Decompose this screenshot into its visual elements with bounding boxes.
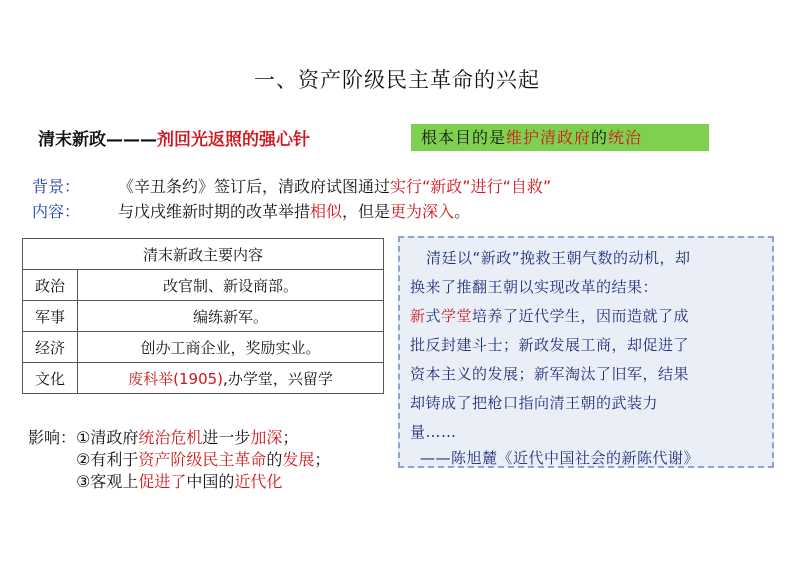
quote-line: 却铸成了把枪口指向清王朝的武装力 xyxy=(410,394,659,412)
quote-text: 式 xyxy=(425,307,442,325)
background-text xyxy=(118,174,551,197)
table-value: 编练新军。 xyxy=(78,301,384,332)
table-value xyxy=(78,363,384,394)
impact-section xyxy=(28,427,330,493)
table-row xyxy=(23,363,384,394)
table-row xyxy=(23,332,384,363)
impact-red: 发展 xyxy=(282,450,315,469)
impact-text: ①清政府 xyxy=(76,428,139,447)
page-title: 一、资产阶级民主革命的兴起 xyxy=(254,68,540,92)
impact-item-2 xyxy=(28,449,330,471)
impact-text: 的 xyxy=(266,450,283,469)
content-highlight-2: 更为深入 xyxy=(390,202,455,221)
background-line xyxy=(0,174,794,196)
content-suffix: 。 xyxy=(454,202,471,221)
impact-text: 中国的 xyxy=(186,472,235,491)
quote-red: 学堂 xyxy=(441,307,473,325)
content-label: 内容： xyxy=(32,202,81,221)
content-highlight-1: 相似 xyxy=(310,202,343,221)
subtitle xyxy=(38,125,310,150)
background-prefix: 《辛丑条约》签订后，清政府试图通过 xyxy=(118,177,391,196)
quote-text: 培养了近代学生，因而造就了成 xyxy=(472,307,690,325)
table-header-row xyxy=(23,239,384,270)
background-highlight: 实行“新政”进行“自救” xyxy=(390,177,552,196)
content-prefix: 与戊戌维新时期的改革举措 xyxy=(118,202,311,221)
impact-red: 统治危机 xyxy=(138,428,203,447)
quote-source: ——陈旭麓《近代中国社会的新陈代谢》 xyxy=(420,449,700,467)
impact-red: 近代化 xyxy=(234,472,283,491)
content-mid: ，但是 xyxy=(342,202,391,221)
goal-highlight-1: 维护清政府 xyxy=(506,128,592,147)
quote-line: 批反封建斗士；新政发展工商，却促进了 xyxy=(410,336,690,354)
quote-red: 新 xyxy=(410,307,426,325)
impact-text: ； xyxy=(282,428,299,447)
background-label: 背景： xyxy=(32,177,81,196)
goal-prefix: 根本目的是 xyxy=(421,128,507,147)
quote-line: 量…… xyxy=(410,423,457,441)
goal-box xyxy=(411,124,709,151)
subtitle-prefix: 清末新政——— xyxy=(38,130,157,150)
impact-text: ②有利于 xyxy=(76,450,139,469)
table-field: 文化 xyxy=(23,363,78,394)
table-header: 清末新政主要内容 xyxy=(23,239,384,270)
table-value: 创办工商企业，奖励实业。 xyxy=(78,332,384,363)
impact-text: ③客观上 xyxy=(76,472,139,491)
quote-box xyxy=(398,236,774,468)
content-line xyxy=(0,199,794,221)
impact-red: 促进了 xyxy=(138,472,187,491)
table-field: 政治 xyxy=(23,270,78,301)
quote-line: 清廷以“新政”挽救王朝气数的动机，却 xyxy=(426,249,691,267)
table-row xyxy=(23,270,384,301)
table-field: 经济 xyxy=(23,332,78,363)
table-value: 改官制、新设商部。 xyxy=(78,270,384,301)
quote-line: 资本主义的发展；新军淘汰了旧军，结果 xyxy=(410,365,690,383)
content-text xyxy=(118,199,470,222)
reform-table xyxy=(22,238,384,394)
quote-line: 换来了推翻王朝以实现改革的结果： xyxy=(410,278,659,296)
impact-red: 加深 xyxy=(250,428,283,447)
goal-mid: 的 xyxy=(591,128,609,147)
impact-label: 影响： xyxy=(28,428,77,447)
quote-line xyxy=(410,302,762,331)
table-value-red: 废科举(1905) xyxy=(128,369,224,388)
impact-item-3 xyxy=(28,471,330,493)
goal-highlight-2: 统治 xyxy=(608,128,643,147)
impact-red: 资产阶级民主革命 xyxy=(138,450,267,469)
table-row xyxy=(23,301,384,332)
impact-item-1 xyxy=(28,427,330,449)
impact-text: 进一步 xyxy=(202,428,251,447)
table-field: 军事 xyxy=(23,301,78,332)
impact-text: ； xyxy=(314,450,331,469)
subtitle-highlight: 剂回光返照的强心针 xyxy=(157,130,310,150)
table-value-rest: ,办学堂，兴留学 xyxy=(223,369,333,388)
